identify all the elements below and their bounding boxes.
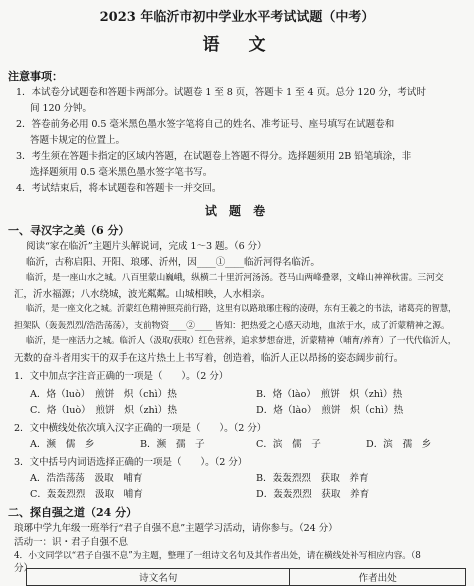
notice-line: 1．本试卷分试题卷和答题卡两部分。试题卷 1 至 8 页，答题卡 1 至 4 页。总分 120 分，考试时 xyxy=(16,87,426,98)
section-intro: 琅琊中学九年级一班举行“君子自强不息”主题学习活动，请你参与。（24 分） xyxy=(14,523,338,534)
option-d[interactable]: D．烙（lào） 煎饼 炽（chì）热 xyxy=(256,405,404,416)
poem-table xyxy=(26,568,466,586)
question-stem: 3．文中括号内词语选择正确的一项是（ ）。（2 分） xyxy=(14,457,248,468)
passage-line: 临沂，是一座文化之城。沂蒙红色精神照亮前行路，这里有以路琅琊庄稼的凌碍，东有王羲之的书法，诸葛亮的智慧， xyxy=(26,303,457,313)
option-a[interactable]: A．濒 儒 乡 xyxy=(30,439,95,450)
option-d[interactable]: D．滨 孺 乡 xyxy=(366,439,432,450)
subject-title: 语 文 xyxy=(202,35,272,55)
section-intro: 阅读“家在临沂”主题片头解说词，完成 1～3 题。（6 分） xyxy=(26,241,267,252)
question-stem: 4．小文同学以“君子自强不息”为主题，整理了一组诗文名句及其作者出处，请在横线处补写相应内容。（8 xyxy=(14,551,421,561)
notice-line: 间 120 分钟。 xyxy=(30,103,92,114)
notice-line: 答题卡规定的位置上。 xyxy=(30,135,125,146)
option-b[interactable]: B．轰轰烈烈 获取 养育 xyxy=(256,473,369,484)
notice-line: 2．答卷前务必用 0.5 毫米黑色墨水签字笔将自己的姓名、准考证号、座号填写在试题卷和 xyxy=(16,119,395,130)
passage-line: 无数的奋斗者用实干的双手在这片热土上书写着，创造着，临沂人正以昂扬的姿态阔步前行。 xyxy=(14,353,404,364)
passage-line: 担架队（轰轰烈烈/浩浩荡荡），支前物资____②____ 皆知：把热爱之心感天动地，血浓于水，成了沂蒙精神之源。 xyxy=(14,321,450,331)
passage-line: 临沂，是一座山水之城。八百里蒙山巍峨，纵横二十里沂河汤汤。苍马山两峰叠翠，文峰山神禅秋雷。三河交 xyxy=(26,273,444,283)
option-d[interactable]: D．轰轰烈烈 获取 养育 xyxy=(256,489,370,500)
option-b[interactable]: B．濒 孺 子 xyxy=(140,439,205,450)
notice-line: 选择题须用 0.5 毫米黑色墨水签字笔书写。 xyxy=(30,167,213,178)
section-heading: 一、寻汉字之美（6 分） xyxy=(8,224,130,237)
section-heading: 二、探自强之道（24 分） xyxy=(8,506,138,519)
question-stem: 2．文中横线处依次填入汉字正确的一项是（ ）。（2 分） xyxy=(14,423,267,434)
table-header-cell: 作者出处 xyxy=(290,569,466,586)
passage-line: 临沂，是一座活力之城。临沂人（汲取/获取）红色营养，追求梦想奋进，沂蒙精神（哺育/养育）了一代代临沂人， xyxy=(26,336,457,346)
option-a[interactable]: A．浩浩荡荡 汲取 哺育 xyxy=(30,473,143,484)
option-c[interactable]: C．轰轰烈烈 汲取 哺育 xyxy=(30,489,143,500)
table-header-cell: 诗文名句 xyxy=(27,569,290,586)
option-a[interactable]: A．烙（luò） 煎饼 炽（chì）热 xyxy=(30,389,177,400)
exam-title: 2023 年临沂市初中学业水平考试试题（中考） xyxy=(99,10,375,25)
option-b[interactable]: B．烙（lào） 煎饼 炽（zhì）热 xyxy=(256,389,403,400)
passage-line: 临沂，古称启阳、开阳、琅琊、沂州，因____①____临沂河得名临沂。 xyxy=(26,257,320,268)
option-c[interactable]: C．烙（luò） 煎饼 炽（zhì）热 xyxy=(30,405,177,416)
question-stem: 分） xyxy=(14,563,33,574)
notice-line: 3．考生须在答题卡指定的区域内答题，在试题卷上答题不得分。选择题须用 2B 铅笔填涂，非 xyxy=(16,151,412,162)
activity-label: 活动一：识・君子自强不息 xyxy=(14,537,128,548)
passage-line: 汇，沂水福源；八水绕城，波光粼粼。山城相映，人水相亲。 xyxy=(14,289,271,300)
notice-line: 4．考试结束后，将本试题卷和答题卡一并交回。 xyxy=(16,183,222,194)
option-c[interactable]: C．滨 儒 子 xyxy=(256,439,321,450)
table-header-row xyxy=(27,569,466,586)
question-stem: 1．文中加点字注音正确的一项是（ ）。（2 分） xyxy=(14,371,229,382)
notice-heading: 注意事项： xyxy=(8,70,63,83)
paper-title: 试 题 卷 xyxy=(204,204,270,218)
